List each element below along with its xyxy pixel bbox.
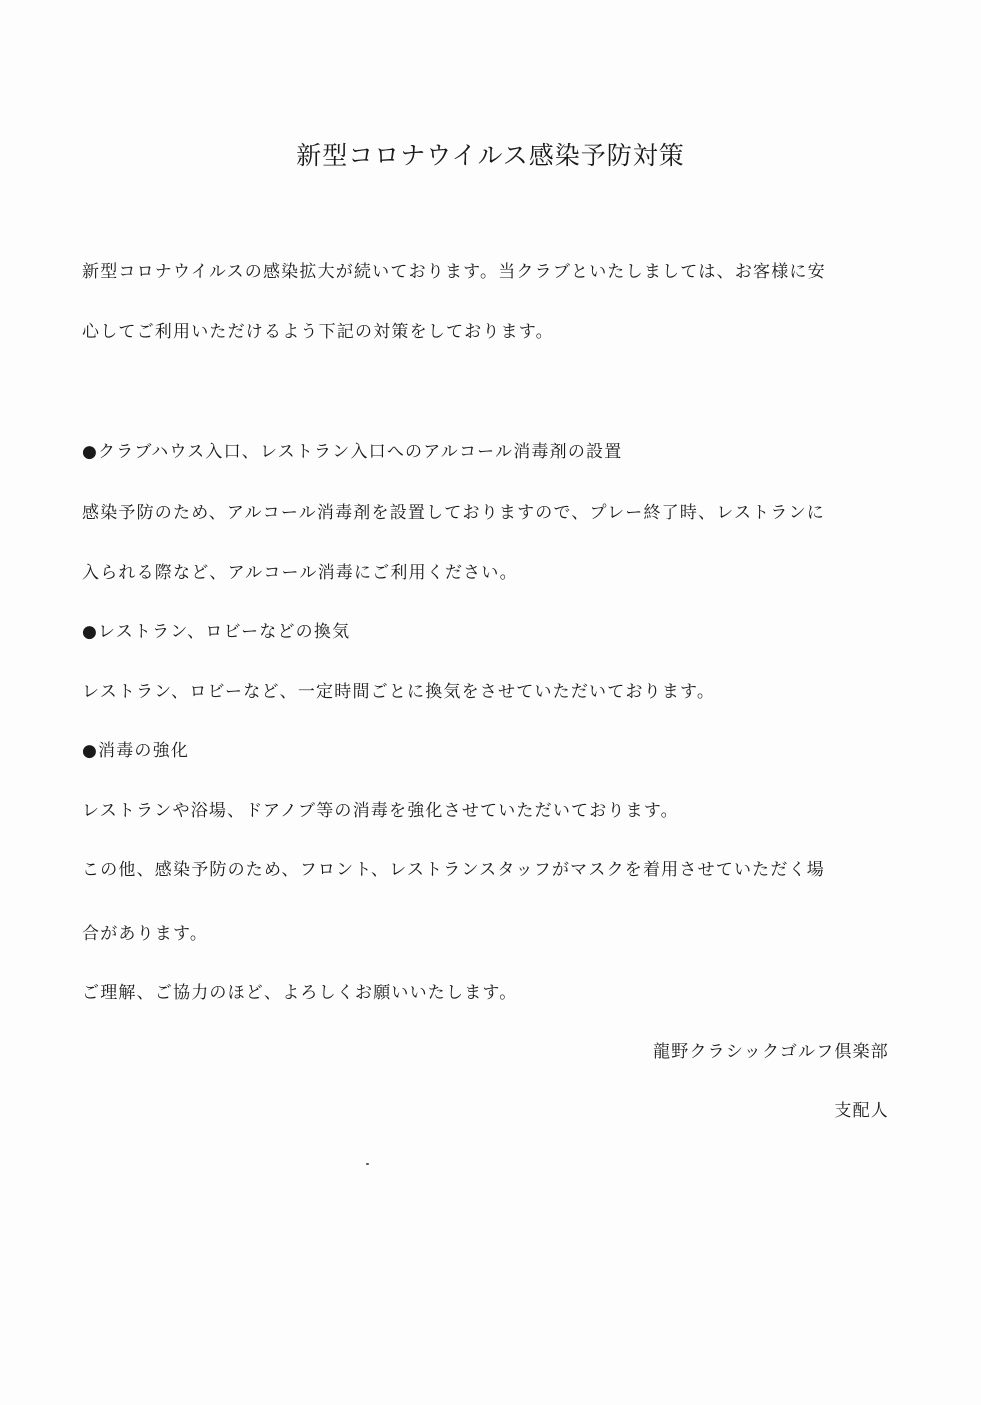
signature-organization: 龍野クラシックゴルフ倶楽部	[653, 1042, 889, 1062]
document-title: 新型コロナウイルス感染予防対策	[296, 141, 685, 170]
closing-line-2: 合があります。	[82, 924, 209, 944]
signature-role: 支配人	[834, 1101, 889, 1121]
intro-line-1: 新型コロナウイルスの感染拡大が続いております。当クラブといたしましては、お客様に安	[82, 262, 826, 282]
section-body-alcohol-2: 入られる際など、アルコール消毒にご利用ください。	[82, 563, 518, 583]
section-body-ventilation-1: レストラン、ロビーなど、一定時間ごとに換気をさせていただいております。	[82, 682, 716, 702]
intro-line-2: 心してご利用いただけるよう下記の対策をしております。	[82, 322, 554, 342]
closing-line-1: この他、感染予防のため、フロント、レストランスタッフがマスクを着用させていただく場	[82, 860, 825, 880]
section-body-alcohol-1: 感染予防のため、アルコール消毒剤を設置しておりますので、プレー終了時、レストランに	[82, 503, 825, 523]
section-body-disinfection-1: レストランや浴場、ドアノブ等の消毒を強化させていただいております。	[82, 801, 679, 821]
scan-speck	[366, 1163, 369, 1165]
closing-line-3: ご理解、ご協力のほど、よろしくお願いいたします。	[82, 983, 518, 1003]
section-heading-alcohol: ●クラブハウス入口、レストラン入口へのアルコール消毒剤の設置	[82, 442, 623, 462]
section-heading-disinfection: ●消毒の強化	[82, 741, 190, 761]
section-heading-ventilation: ●レストラン、ロビーなどの換気	[82, 622, 351, 642]
